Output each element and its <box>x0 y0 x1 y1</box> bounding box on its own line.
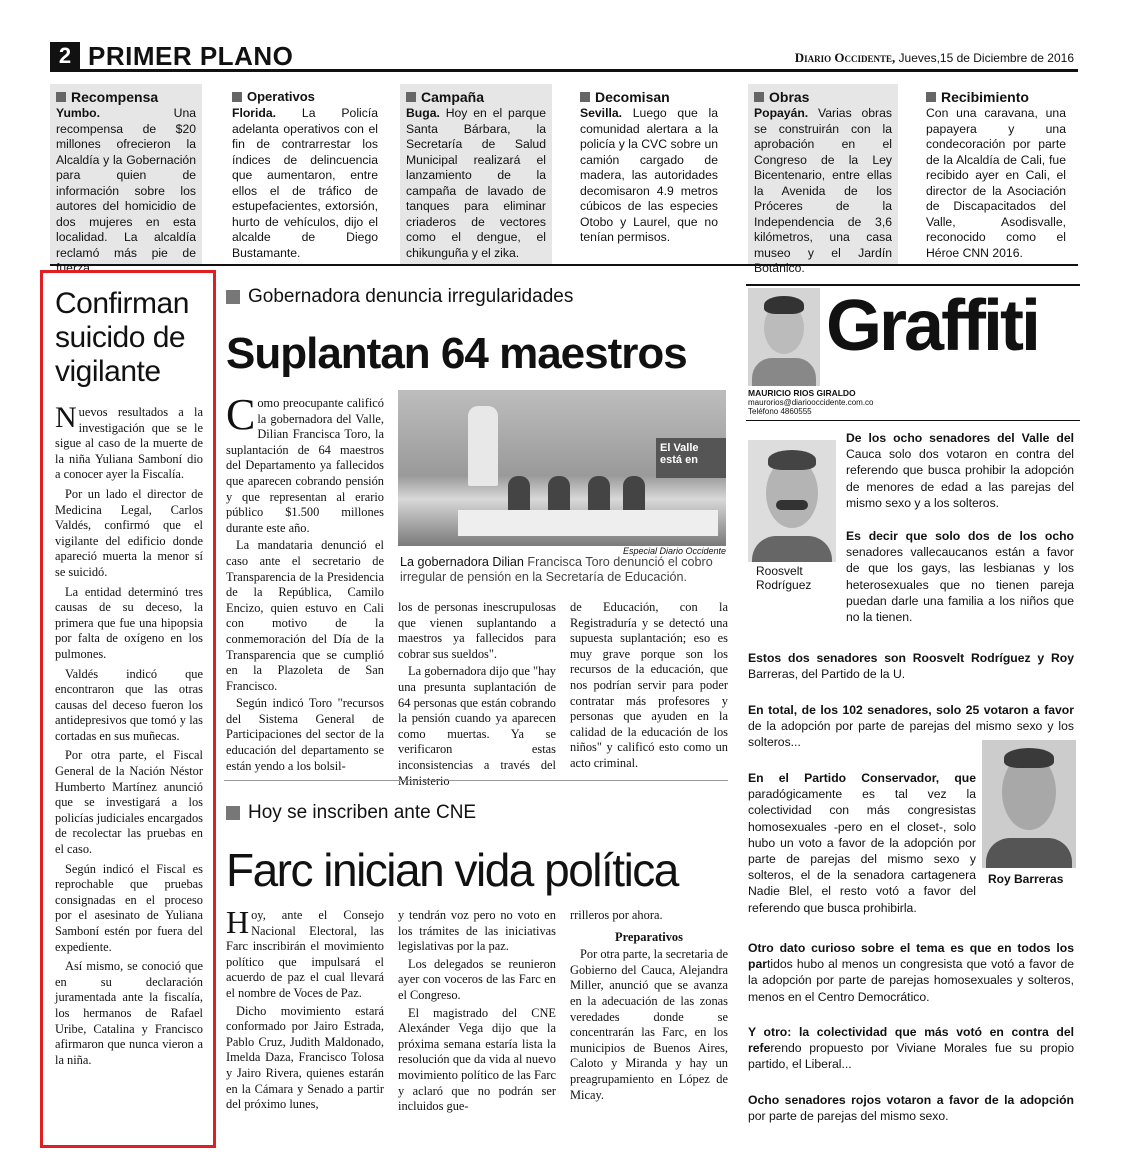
brief-title: Decomisan <box>595 89 670 105</box>
square-bullet-icon <box>226 806 240 820</box>
brief-place: Sevilla. <box>580 106 623 120</box>
news-briefs <box>50 84 1078 275</box>
brief-text: Varias obras se construirán con la aprobación en el Congreso de la Ley Bicentenario, entre ellas la Avenida de los Próceres de la Independencia de 3,6 kilómetros, una casa museo y el Jardín Botánico. <box>754 106 892 275</box>
story-column: y tendrán voz pero no voto en los trámites de las iniciativas legislativas por la paz. Los delegados se reunieron ayer con voceros de las Farc en el Congreso. El magistrado del CNE Alexánder Vega dijo que la próxima semana estaría lista la resolución que da vida al nuevo movimiento político de las Farc y aclaró que no podrán ser incluidos gue- <box>398 908 556 1114</box>
page-header <box>50 40 1078 72</box>
brief-text: Con una caravana, una papayera y una condecoración por parte de la Alcaldía de Cali, fue recibido ayer en Cali, el director de la Asociación de Discapacitados del Valle, Asodisvalle, reconocido como el Héroe CNN 2016. <box>926 106 1066 260</box>
square-bullet-icon <box>226 290 240 304</box>
graffiti-item: De los ocho senadores del Valle del Cauca solo dos votaron en contra del referendo que busca prohibir la adopción de menores de edad a las parejas del mismo sexo y a los solteros. <box>846 431 1074 510</box>
brief-text: Luego que la comunidad alertara a la policía y la CVC sobre un camión cargado de madera, las autoridades decomisaron 4.9 metros cúbicos de las especies Otobo y Laurel, que no tenían permisos. <box>580 106 718 244</box>
roosvelt-photo <box>748 440 836 562</box>
square-bullet-icon <box>580 92 590 102</box>
brief <box>748 84 898 275</box>
author-phone: Teléfono 4860555 <box>748 407 812 416</box>
graffiti-item: En total, de los 102 senadores, solo 25 votaron a favor de la adopción por parte de parejas del mismo sexo y los solteros... <box>748 703 1074 750</box>
brief <box>400 84 552 264</box>
photo-credit: Especial Diario Occidente <box>622 546 726 556</box>
brief-text: Una recompensa de $20 millones ofrecieron la Alcaldía y la Gobernación para quien de información sobre los autores del homicidio de dos mujeres en esta localidad. La alcaldía reclamó más pie de fuerza. <box>56 106 196 275</box>
paragraph: El magistrado del CNE Alexánder Vega dijo que la próxima semana estaría lista la resolución que da vida al nuevo movimiento político de las Farc y aclaró que no podrán ser incluidos gue- <box>398 1005 556 1114</box>
paragraph: Según indicó el Fiscal es reprochable que pruebas consignadas en el proceso por el asesinato de Yuliana Samboní estén por fuera del expediente. <box>55 861 203 954</box>
paragraph: Por un lado el director de Medicina Legal, Carlos Valdés, confirmó que el vigilante del edificio donde apareció muerta la menor sí se suicidó. <box>55 486 203 579</box>
left-article <box>40 270 216 1148</box>
story-headline: Farc inician vida política <box>226 844 678 896</box>
article-body: Nuevos resultados a la investigación que se le sigue al caso de la muerte de la niña Yuliana Samboní dio a conocer ayer la Fiscalía. Por un lado el director de Medicina Legal, Carlos Valdés, confirmó que el vigilante del edificio donde apareció muerta la menor sí se suicidó. La entidad determinó tres causas de su deceso, la primera que fue una hipopsia por falta de oxígeno en los pulmones. Valdés indicó que encontraron que las otras causas del deceso fueron los antidepresivos que tomó y las cortadas en sus muñecas. Por otra parte, el Fiscal General de la Nación Néstor Humberto Martínez anunció que se investigará a los policías judiciales encargados de recolectar las pruebas en el caso. Según indicó el Fiscal es reprochable que pruebas consignadas en el proceso por el asesinato de Yuliana Samboní estén por fuera del expediente. Así mismo, se conoció que en su declaración juramentada ante la fiscalía, los hermanos de Rafael Uribe, Catalina y Francisco afirmaron que nunca vieron a la niña. <box>55 401 203 1067</box>
author-email: maurorios@diariooccidente.com.co <box>748 398 874 407</box>
brief-place: Buga. <box>406 106 440 120</box>
divider <box>224 780 728 781</box>
author-name: MAURICIO RIOS GIRALDO <box>748 388 856 398</box>
brief-title: Obras <box>769 89 810 105</box>
square-bullet-icon <box>926 92 936 102</box>
drop-cap: N <box>55 401 77 434</box>
brief-text: La Policía adelanta operativos con el fin de contrarrestar los índices de delincuencia que aumentaron, entre ellos el de tráfico de estupefacientes, extorsión, hurto de vehículos, dijo el alcalde de Diego Bustamante. <box>232 106 378 260</box>
drop-cap: H <box>226 904 250 940</box>
paragraph: Según indicó Toro "recursos del Sistema General de Participaciones del sector de la educación del departamento se están yendo a los bolsil- <box>226 696 384 773</box>
brief <box>50 84 202 275</box>
graffiti-item: Otro dato curioso sobre el tema es que en todos los partidos hubo al menos un congresista que votó a favor de la adopción por parte de parejas homosexuales y solteros, menos en el Centro Democrático. <box>748 941 1074 1004</box>
story-column: de Educación, con la Registraduría y se detectó una supuesta suplantación; eso es muy grave porque son los recursos de la educación, que nos podrían servir para poder contratar más profesores y personas que ayuden en la calidad de la educación de los niños" y calificó esto como un acto criminal. <box>570 600 728 770</box>
graffiti-item: Ocho senadores rojos votaron a favor de la adopción por parte de parejas del mismo sexo. <box>748 1093 1074 1124</box>
brief-title: Recibimiento <box>941 89 1029 105</box>
paragraph: Valdés indicó que encontraron que las otras causas del deceso fueron los antidepresivos que tomó y las cortadas en sus muñecas. <box>55 666 203 743</box>
graffiti-item: Estos dos senadores son Roosvelt Rodríguez y Roy Barreras, del Partido de la U. <box>748 651 1074 682</box>
brief-text: Hoy en el parque Santa Bárbara, la Secretaría de Salud Municipal realizará el lanzamiento de la campaña de lavado de tanques para eliminar criaderos de vectores como el dengue, el chikunguña y el zika. <box>406 106 546 260</box>
article-headline: Confirman suicido de vigilante <box>55 287 189 388</box>
brief-title: Operativos <box>247 89 315 104</box>
governor-photo <box>398 390 726 546</box>
divider <box>746 420 1080 421</box>
paragraph: Dicho movimiento estará conformado por Jairo Estrada, Pablo Cruz, Judith Maldonado, Imelda Daza, Francisco Tolosa y Jairo Rivera, quienes estarán en la Cámara y Senado a partir del próximo lunes, <box>226 1003 384 1112</box>
paragraph: Los delegados se reunieron ayer con voceros de las Farc en el Congreso. <box>398 956 556 1002</box>
photo-caption: Roy Barreras <box>988 872 1064 886</box>
brief-title: Recompensa <box>71 89 159 105</box>
square-bullet-icon <box>754 92 764 102</box>
paragraph: Por otra parte, la secretaria de Gobierno del Cauca, Alejandra Miller, anunció que se avanza en la adecuación de las zonas veredades donde se concentrarán las Farc, en los municipios de Buenos Aires, Caloto y Miranda y hay un preagrupamiento en López de Micay. <box>570 947 728 1102</box>
graffiti-item: En el Partido Conservador, que paradógicamente es tal vez la colectividad con más congresistas homosexuales -pero en el closet-, solo hubo un voto a favor de la adopción por parte de parejas del mismo sexo y solteros, el de la senadora cartagenera Nadie Blel, el resto votó a favor del referendo que busca prohibirla. <box>748 771 976 915</box>
author-photo <box>748 288 820 386</box>
column-title: Graffiti <box>826 286 1039 366</box>
paragraph: La gobernadora dijo que "hay una presunta suplantación de 64 personas que están cobrando la pensión cuando ya aparecen como muertas. Ya se verificaron estas inconsistencias a través del Ministerio <box>398 664 556 788</box>
page-number: 2 <box>50 42 80 70</box>
graffiti-item: Es decir que solo dos de los ocho senadores vallecaucanos están a favor de que los gays, las lesbianas y los heterosexuales que no tienen pareja puedan darle una familia a los niños que no la tienen. <box>846 529 1074 625</box>
paragraph: Por otra parte, el Fiscal General de la Nación Néstor Humberto Martínez anunció que se investigará a los policías judiciales encargados de recolectar las pruebas en el caso. <box>55 748 203 857</box>
story-kicker: Hoy se inscriben ante CNE <box>226 802 476 824</box>
paragraph: Así mismo, se conoció que en su declaración juramentada ante la fiscalía, los hermanos de Rafael Uribe, Catalina y Francisco afirmaron que nunca vieron a la niña. <box>55 959 203 1067</box>
story-column: Hoy, ante el Consejo Nacional Electoral, las Farc inscribirán el movimiento político que impulsará el acuerdo de paz el cual llevará el nombre de Voces de Paz. Dicho movimiento estará conformado por Jairo Estrada, Pablo Cruz, Judith Maldonado, Imelda Daza, Francisco Tolosa y Jairo Rivera, quienes estarán en la Cámara y Senado a partir del próximo lunes, <box>226 904 384 1112</box>
story-kicker: Gobernadora denuncia irregularidades <box>226 286 573 308</box>
roy-barreras-photo <box>982 740 1076 868</box>
brief-title: Campaña <box>421 89 485 105</box>
graffiti-item: Y otro: la colectividad que más votó en contra del referendo propuesto por Viviane Morales fue su propio partido, el Liberal... <box>748 1025 1074 1072</box>
story-column: rrilleros por ahora. Preparativos Por otra parte, la secretaria de Gobierno del Cauca, Alejandra Miller, anunció que se avanza en la adecuación de las zonas veredades donde se concentrarán las Farc, en los municipios de Buenos Aires, Caloto y Miranda y hay un preagrupamiento en López de Micay. <box>570 908 728 1102</box>
issue-date: Jueves,15 de Diciembre de 2016 <box>898 51 1074 65</box>
masthead-date <box>795 50 1074 66</box>
story-column: Como preocupante calificó la gobernadora del Valle, Dilian Francisca Toro, la suplantación de 64 maestros del Departamento ya fallecidos que aparecen cobrando pensión y que representan al erario público $1.500 millones durante este año. La mandataria denunció el caso ante el secretario de Transparencia de la Presidencia de la República, Camilo Encizo, quien estuvo en Cali con motivo de la conmemoración del Día de la Transparencia que se cumplió en la Plazoleta de San Francisco. Según indicó Toro "recursos del Sistema General de Participaciones del sector de la educación del departamento se están yendo a los bolsil- <box>226 390 384 773</box>
square-bullet-icon <box>406 92 416 102</box>
brief-place: Popayán. <box>754 106 809 120</box>
photo-caption: Roosvelt Rodríguez <box>756 564 812 592</box>
story-headline: Suplantan 64 maestros <box>226 329 687 378</box>
brief-place: Yumbo. <box>56 106 101 120</box>
square-bullet-icon <box>232 92 242 102</box>
photo-caption: La gobernadora Dilian Francisca Toro denunció el cobro irregular de pensión en la Secretaría de Educación. <box>400 555 713 584</box>
square-bullet-icon <box>56 92 66 102</box>
paragraph: La mandataria denunció el caso ante el secretario de Transparencia de la Presidencia de la República, Camilo Encizo, quien estuvo en Cali con motivo de la conmemoración del Día de la Transparencia que se cumplió en la Plazoleta de San Francisco. <box>226 538 384 693</box>
brief-place: Florida. <box>232 106 277 120</box>
brief <box>226 84 384 264</box>
paragraph: La entidad determinó tres causas de su deceso, la primera que fue una hipopsia por falta de oxígeno en los pulmones. <box>55 584 203 661</box>
drop-cap: C <box>226 390 256 439</box>
photo-banner: El Valle está en <box>656 438 726 478</box>
brief <box>920 84 1072 264</box>
story-column: los de personas inescrupulosas que vienen suplantando a maestros ya fallecidos para cobrar sus sueldos". La gobernadora dijo que "hay una presunta suplantación de 64 personas que están cobrando la pensión cuando ya aparecen como muertas. Ya se verificaron estas inconsistencias a través del Ministerio <box>398 600 556 788</box>
subheading: Preparativos <box>615 929 683 944</box>
brief <box>574 84 724 264</box>
paper-name: Diario Occidente, <box>794 50 896 65</box>
section-title: PRIMER PLANO <box>88 41 294 71</box>
